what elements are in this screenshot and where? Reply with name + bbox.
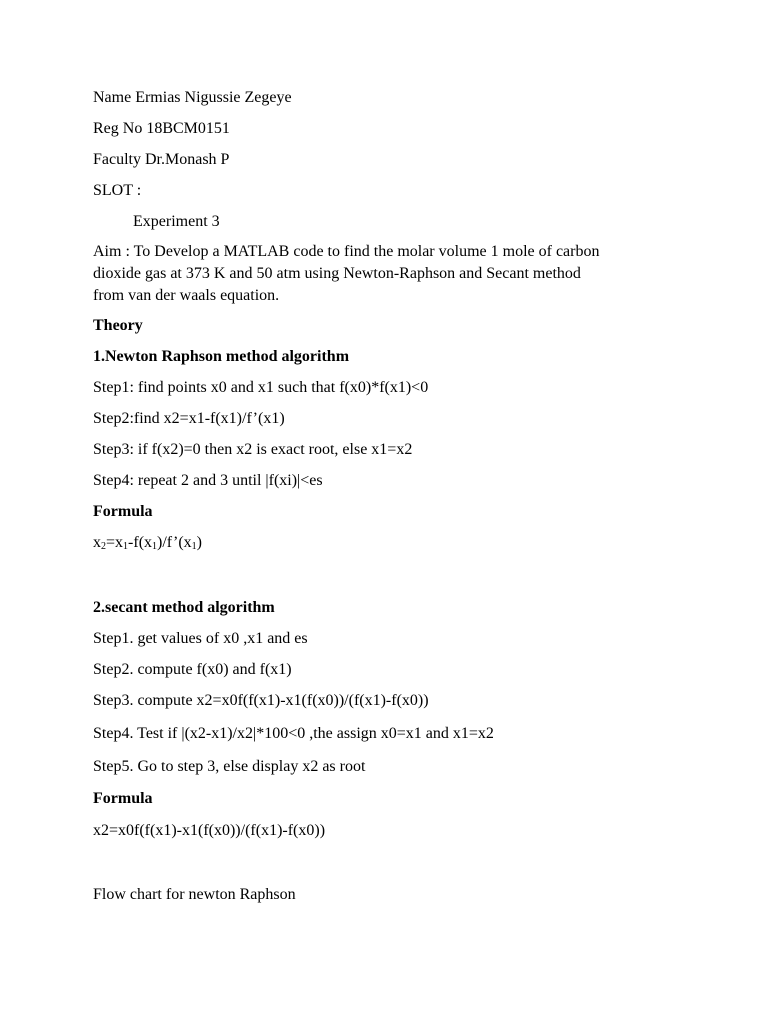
aim-line-3: from van der waals equation. [93, 287, 280, 304]
secant-formula-heading: Formula [93, 790, 153, 807]
aim-line-1: Aim : To Develop a MATLAB code to find the molar volume 1 mole of carbon [93, 243, 600, 260]
faculty: Faculty Dr.Monash P [93, 151, 230, 168]
newton-formula-heading: Formula [93, 503, 153, 520]
secant-step-4: Step4. Test if |(x2-x1)/x2|*100<0 ,the assign x0=x1 and x1=x2 [93, 725, 494, 742]
student-name: Name Ermias Nigussie Zegeye [93, 89, 292, 106]
secant-heading: 2.secant method algorithm [93, 599, 275, 616]
reg-number: Reg No 18BCM0151 [93, 120, 230, 137]
secant-step-2: Step2. compute f(x0) and f(x1) [93, 661, 292, 678]
secant-step-3: Step3. compute x2=x0f(f(x1)-x1(f(x0))/(f(x1)-f(x0)) [93, 692, 429, 709]
newton-step-4: Step4: repeat 2 and 3 until |f(xi)|<es [93, 472, 323, 489]
experiment-title: Experiment 3 [133, 213, 220, 230]
newton-heading: 1.Newton Raphson method algorithm [93, 348, 350, 365]
newton-formula: $x_2=x_1-f(x_1)/f’(x_1)$ [93, 534, 202, 552]
secant-step-1: Step1. get values of x0 ,x1 and es [93, 630, 308, 647]
slot: SLOT : [93, 182, 142, 199]
newton-step-1: Step1: find points x0 and x1 such that f(x0)*f(x1)<0 [93, 379, 429, 396]
newton-step-2: Step2:find x2=x1-f(x1)/f’(x1) [93, 410, 285, 427]
theory-heading: Theory [93, 317, 143, 334]
newton-step-3: Step3: if f(x2)=0 then x2 is exact root, else x1=x2 [93, 441, 413, 458]
aim-line-2: dioxide gas at 373 K and 50 atm using Newton-Raphson and Secant method [93, 265, 581, 282]
secant-step-5: Step5. Go to step 3, else display x2 as root [93, 758, 366, 775]
secant-formula: x2=x0f(f(x1)-x1(f(x0))/(f(x1)-f(x0)) [93, 822, 326, 839]
flowchart-caption: Flow chart for newton Raphson [93, 886, 296, 903]
